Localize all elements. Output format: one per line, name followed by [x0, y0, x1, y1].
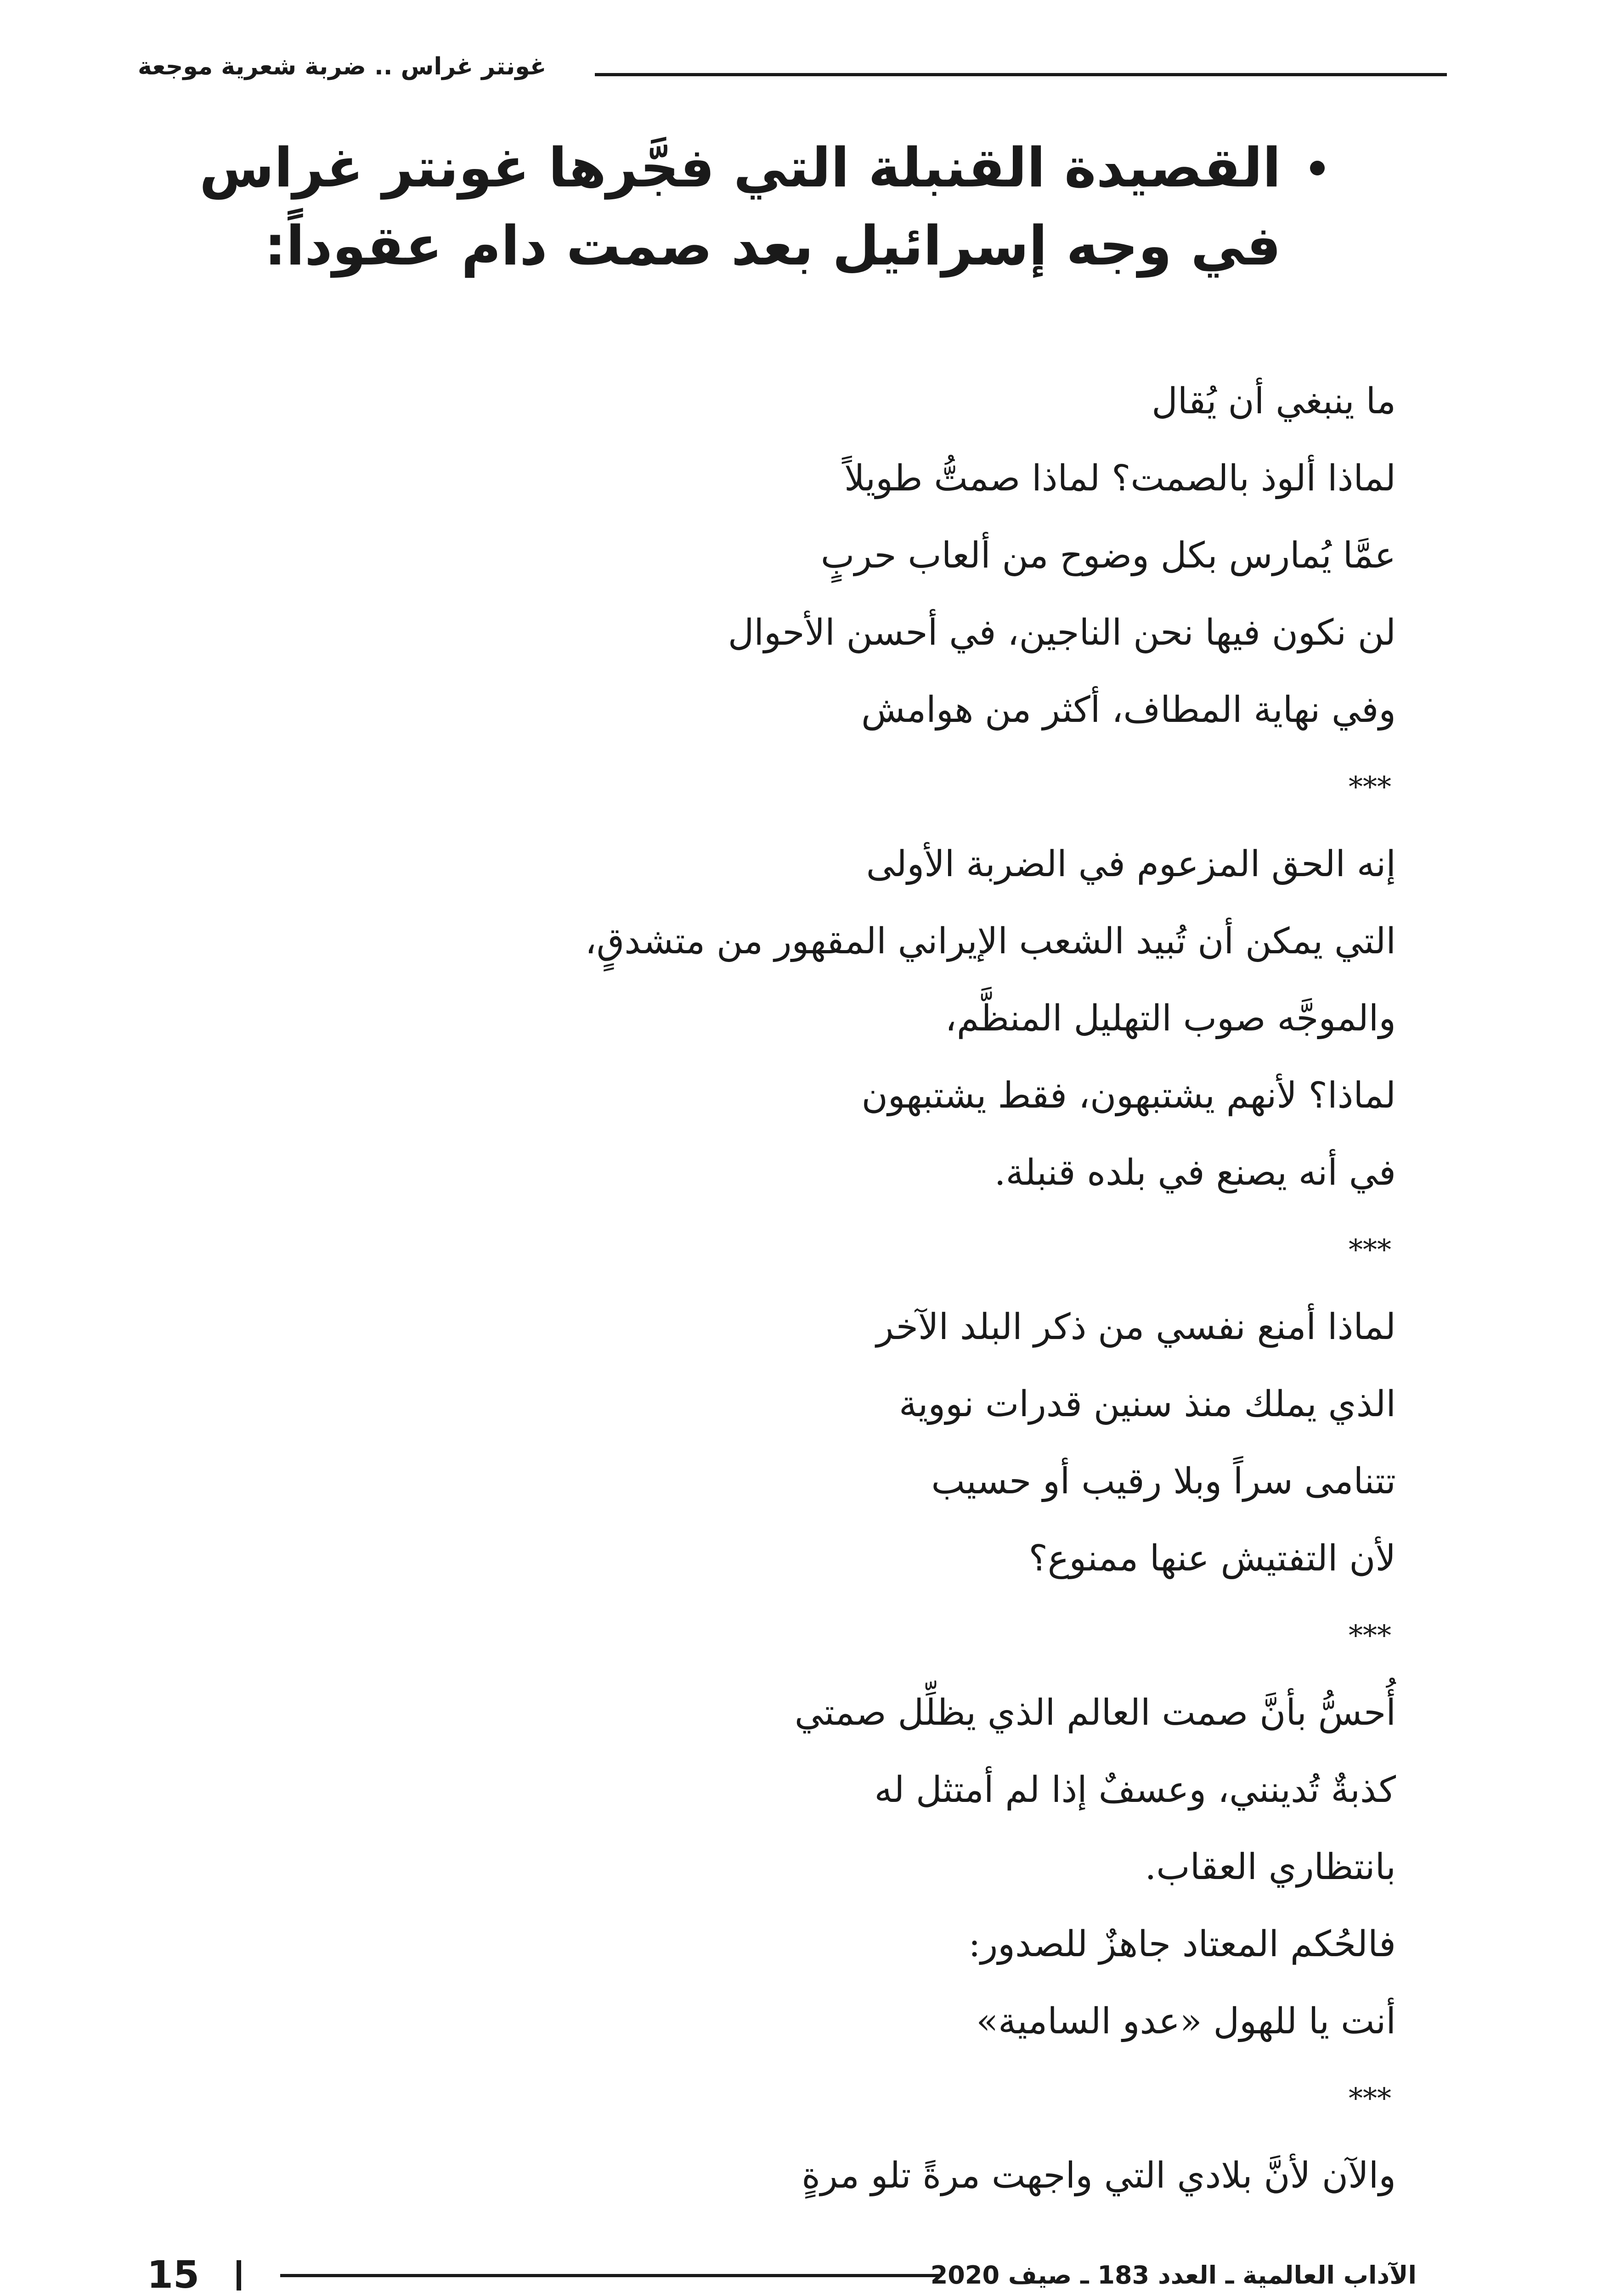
- poem-line: لماذا ألوذ بالصمت؟ لماذا صمتُّ طويلاً: [844, 458, 1396, 499]
- poem-line: الذي يملك منذ سنين قدرات نووية: [898, 1384, 1396, 1425]
- poem-line: فالحُكم المعتاد جاهزٌ للصدور:: [968, 1924, 1396, 1965]
- stanza-separator: ***: [1349, 2082, 1391, 2115]
- poem-line: لن نكون فيها نحن الناجين، في أحسن الأحوال: [728, 612, 1396, 653]
- stanza-separator: ***: [1349, 1233, 1391, 1266]
- poem-line: إنه الحق المزعوم في الضربة الأولى: [866, 844, 1396, 885]
- article-title: [199, 129, 1281, 285]
- poem-line: والآن لأنَّ بلادي التي واجهت مرةً تلو مرةٍ: [802, 2155, 1396, 2196]
- poem-line: عمَّا يُمارس بكل وضوح من ألعاب حربٍ: [820, 535, 1396, 576]
- running-header-title: غونتر غراس .. ضربة شعرية موجعة: [138, 53, 547, 80]
- poem-line: تتنامى سراً وبلا رقيب أو حسيب: [931, 1461, 1396, 1502]
- title-line-2: في وجه إسرائيل بعد صمت دام عقوداً:: [264, 214, 1281, 277]
- poem-line: التي يمكن أن تُبيد الشعب الإيراني المقهور من متشدقٍ،: [585, 921, 1396, 962]
- running-header-rule: [595, 73, 1447, 76]
- poem-line: لأن التفتيش عنها ممنوع؟: [1028, 1538, 1396, 1579]
- running-header: [138, 44, 1451, 90]
- page-footer: [0, 2250, 1598, 2296]
- journal-issue-label: الآداب العالمية ـ العدد 183 ـ صيف 2020: [930, 2261, 1417, 2290]
- title-line-1: القصيدة القنبلة التي فجَّرها غونتر غراس: [199, 136, 1281, 199]
- poem-line: لماذا؟ لأنهم يشتبهون، فقط يشتبهون: [861, 1075, 1396, 1116]
- page-number: 15: [147, 2253, 200, 2296]
- bullet-icon: [1310, 161, 1325, 175]
- stanza-separator: ***: [1349, 770, 1391, 804]
- poem-line: وفي نهاية المطاف، أكثر من هوامش: [861, 689, 1396, 731]
- poem-line: بانتظاري العقاب.: [1145, 1846, 1396, 1888]
- stanza-separator: ***: [1349, 1619, 1391, 1652]
- poem-line: أُحسُّ بأنَّ صمت العالم الذي يظلِّل صمتي: [794, 1692, 1396, 1733]
- poem-line: أنت يا للهول «عدو السامية»: [976, 2001, 1396, 2042]
- poem-line: ما ينبغي أن يُقال: [1152, 381, 1396, 422]
- poem: [339, 363, 1396, 2214]
- footer-divider-bar: [237, 2260, 241, 2290]
- poem-line: في أنه يصنع في بلده قنبلة.: [994, 1152, 1396, 1193]
- footer-rule: [280, 2274, 942, 2277]
- poem-line: كذبةٌ تُدينني، وعسفٌ إذا لم أمتثل له: [874, 1769, 1396, 1811]
- poem-line: لماذا أمنع نفسي من ذكر البلد الآخر: [876, 1306, 1396, 1348]
- poem-line: والموجَّه صوب التهليل المنظَّم،: [945, 998, 1396, 1039]
